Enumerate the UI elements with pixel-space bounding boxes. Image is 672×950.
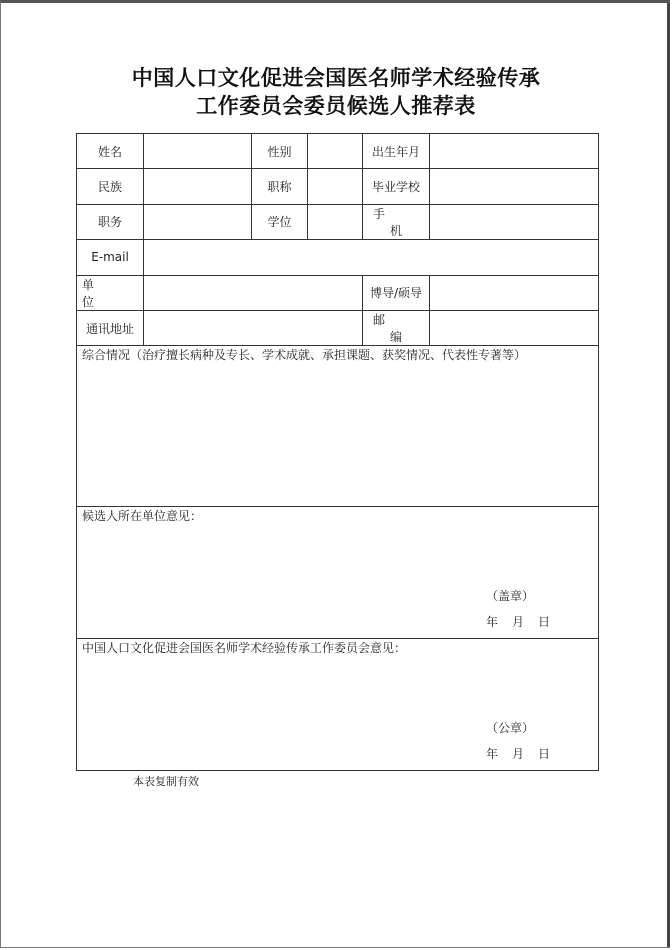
degree-field[interactable] <box>308 204 363 239</box>
email-label: E-mail <box>77 240 144 275</box>
committee-date-line <box>486 745 550 762</box>
position-field[interactable] <box>144 204 252 239</box>
gender-field[interactable] <box>308 134 363 169</box>
unit-date-day: 日 <box>537 615 550 630</box>
unit-label-char2: 位 <box>82 294 95 309</box>
gender-label: 性别 <box>252 134 308 169</box>
committee-opinion-label: 中国人口文化促进会国医名师学术经验传承工作委员会意见： <box>82 641 407 656</box>
supervisor-field[interactable] <box>430 275 599 310</box>
birth-label: 出生年月 <box>363 134 430 169</box>
form-row-unit <box>77 275 599 310</box>
school-field[interactable] <box>430 169 599 204</box>
mobile-field[interactable] <box>430 204 599 239</box>
postcode-label-char2: 编 <box>389 330 402 345</box>
recommendation-form <box>76 133 599 771</box>
committee-date-year: 年 <box>485 747 498 762</box>
address-label: 通讯地址 <box>77 310 144 345</box>
professional-title-label: 职称 <box>252 169 308 204</box>
ethnicity-label: 民族 <box>77 169 144 204</box>
email-field[interactable] <box>144 240 599 275</box>
form-title-line1: 中国人口文化促进会国医名师学术经验传承 <box>131 65 541 90</box>
form-row-unit-opinion <box>77 507 599 639</box>
form-row-address <box>77 310 599 345</box>
unit-seal-text: （盖章） <box>485 589 534 604</box>
footer-note: 本表复制有效 <box>133 775 199 788</box>
unit-opinion-field[interactable] <box>77 507 599 639</box>
unit-label-char1: 单 <box>82 277 95 292</box>
address-field[interactable] <box>144 310 363 345</box>
form-row-committee-opinion <box>77 639 599 771</box>
school-label: 毕业学校 <box>363 169 430 204</box>
form-title-line2: 工作委员会委员候选人推荐表 <box>196 93 476 118</box>
official-seal-text: （公章） <box>485 721 534 736</box>
committee-opinion-field[interactable] <box>77 639 599 771</box>
postcode-label <box>363 310 430 345</box>
unit-label <box>77 275 144 310</box>
form-row-position <box>77 204 599 239</box>
summary-field[interactable] <box>77 346 599 507</box>
mobile-label <box>363 204 430 239</box>
form-row-ethnicity <box>77 169 599 204</box>
unit-field[interactable] <box>144 275 363 310</box>
professional-title-field[interactable] <box>308 169 363 204</box>
ethnicity-field[interactable] <box>144 169 252 204</box>
postcode-label-char1: 邮 <box>372 313 385 328</box>
name-label: 姓名 <box>77 134 144 169</box>
summary-label: 综合情况（治疗擅长病种及专长、学术成就、承担课题、获奖情况、代表性专著等） <box>82 348 527 363</box>
unit-opinion-label: 候选人所在单位意见： <box>82 509 203 524</box>
form-row-name <box>77 134 599 169</box>
committee-date-month: 月 <box>511 747 524 762</box>
mobile-label-char1: 手 <box>372 206 385 221</box>
form-row-email <box>77 240 599 275</box>
form-row-summary <box>77 346 599 507</box>
degree-label: 学位 <box>252 204 308 239</box>
postcode-field[interactable] <box>430 310 599 345</box>
unit-date-month: 月 <box>511 615 524 630</box>
mobile-label-char2: 机 <box>389 223 402 238</box>
name-field[interactable] <box>144 134 252 169</box>
position-label: 职务 <box>77 204 144 239</box>
birth-field[interactable] <box>430 134 599 169</box>
committee-date-day: 日 <box>537 747 550 762</box>
unit-date-line <box>486 613 550 630</box>
supervisor-label: 博导/硕导 <box>363 275 430 310</box>
unit-date-year: 年 <box>485 615 498 630</box>
